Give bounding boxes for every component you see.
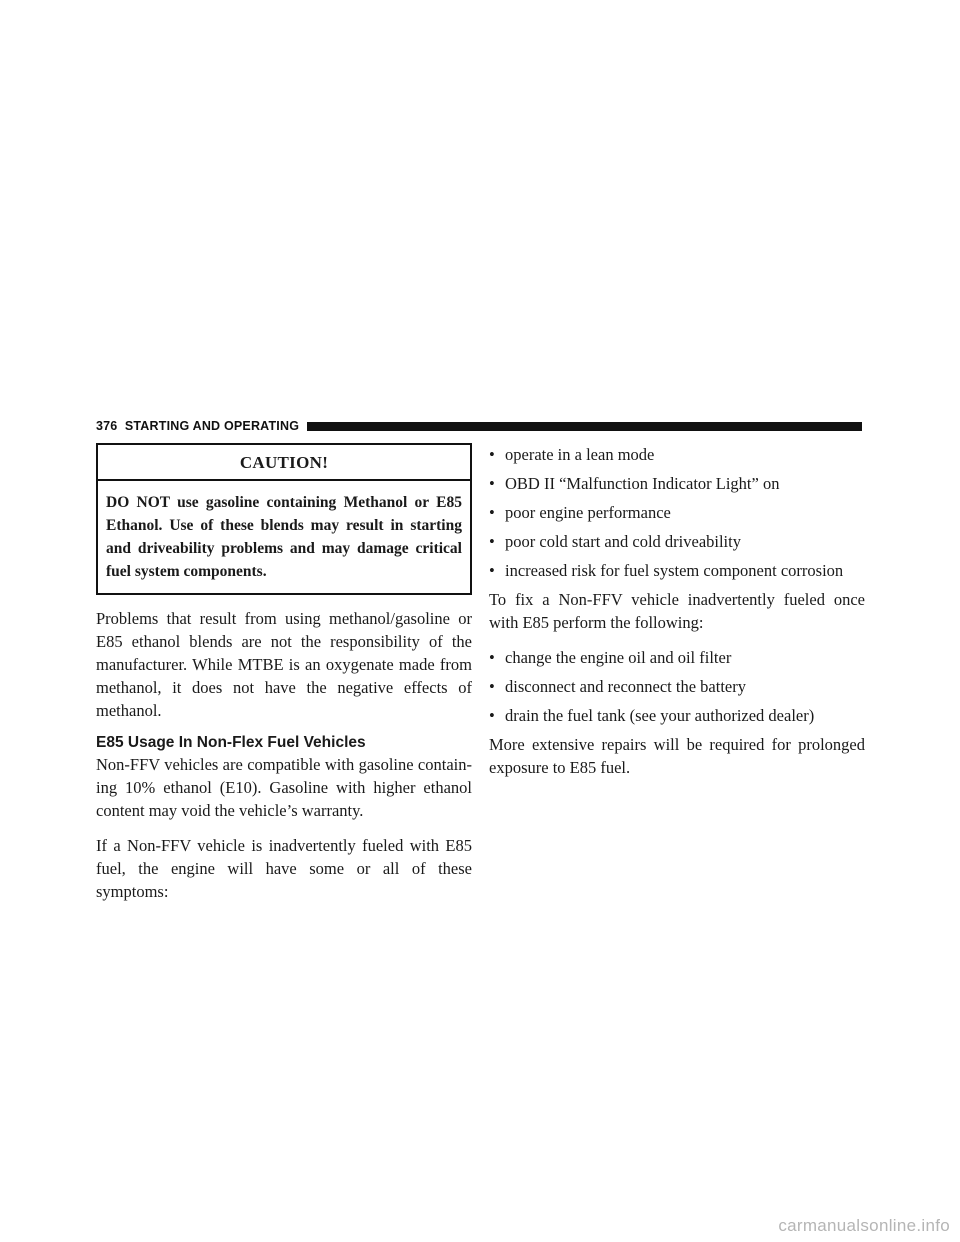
list-item: • poor engine performance — [489, 503, 671, 522]
symptoms-intro-paragraph: If a Non-FFV vehicle is inadvertently fueled with E85 fuel, the engine will have some or all of these symptoms: — [96, 836, 472, 901]
section-title: STARTING AND OPERATING — [124, 419, 300, 433]
symptoms-list — [489, 443, 865, 582]
header-rule — [307, 422, 862, 431]
compatibility-paragraph: Non-FFV vehicles are compatible with gasoline contain-ing 10% ethanol (E10). Gasoline with higher ethanol content may void the vehicle’s warranty. — [96, 755, 472, 820]
list-item: • operate in a lean mode — [489, 445, 655, 464]
list-item: • poor cold start and cold driveability — [489, 532, 741, 551]
section-heading: E85 Usage In Non-Flex Fuel Vehicles — [96, 734, 366, 751]
list-item: • drain the fuel tank (see your authorized dealer) — [489, 706, 815, 725]
page-header — [96, 418, 862, 434]
bullet-icon: • — [489, 561, 495, 580]
closing-paragraph: More extensive repairs will be required for prolonged exposure to E85 fuel. — [489, 735, 865, 777]
bullet-icon: • — [489, 503, 495, 522]
left-column — [96, 443, 472, 903]
bullet-icon: • — [489, 474, 495, 493]
list-item: • OBD II “Malfunction Indicator Light” on — [489, 474, 780, 493]
caution-title: CAUTION! — [98, 445, 470, 481]
watermark: carmanualsonline.info — [778, 1216, 950, 1235]
caution-body: DO NOT use gasoline containing Methanol or E85 Ethanol. Use of these blends may result in starting and driveability problems and may damage critical fuel system components. — [106, 494, 462, 580]
bullet-icon: • — [489, 648, 495, 667]
caution-box — [96, 443, 472, 595]
methanol-paragraph: Problems that result from using methanol/gasoline or E85 ethanol blends are not the responsibility of the manufacturer. While MTBE is an oxygenate made from methanol, it does not have the negative effects of methanol. — [96, 609, 472, 720]
fix-steps-list — [489, 646, 865, 727]
bullet-icon: • — [489, 445, 495, 464]
fix-intro-paragraph: To fix a Non-FFV vehicle inadvertently fueled once with E85 perform the following: — [489, 590, 865, 632]
right-column — [489, 443, 865, 779]
page-number: 376 — [96, 419, 118, 433]
bullet-icon: • — [489, 677, 495, 696]
bullet-icon: • — [489, 706, 495, 725]
list-item: • change the engine oil and oil filter — [489, 648, 732, 667]
list-item: • disconnect and reconnect the battery — [489, 677, 746, 696]
bullet-icon: • — [489, 532, 495, 551]
list-item: • increased risk for fuel system component corrosion — [489, 561, 844, 580]
page-number-and-section — [96, 419, 299, 433]
